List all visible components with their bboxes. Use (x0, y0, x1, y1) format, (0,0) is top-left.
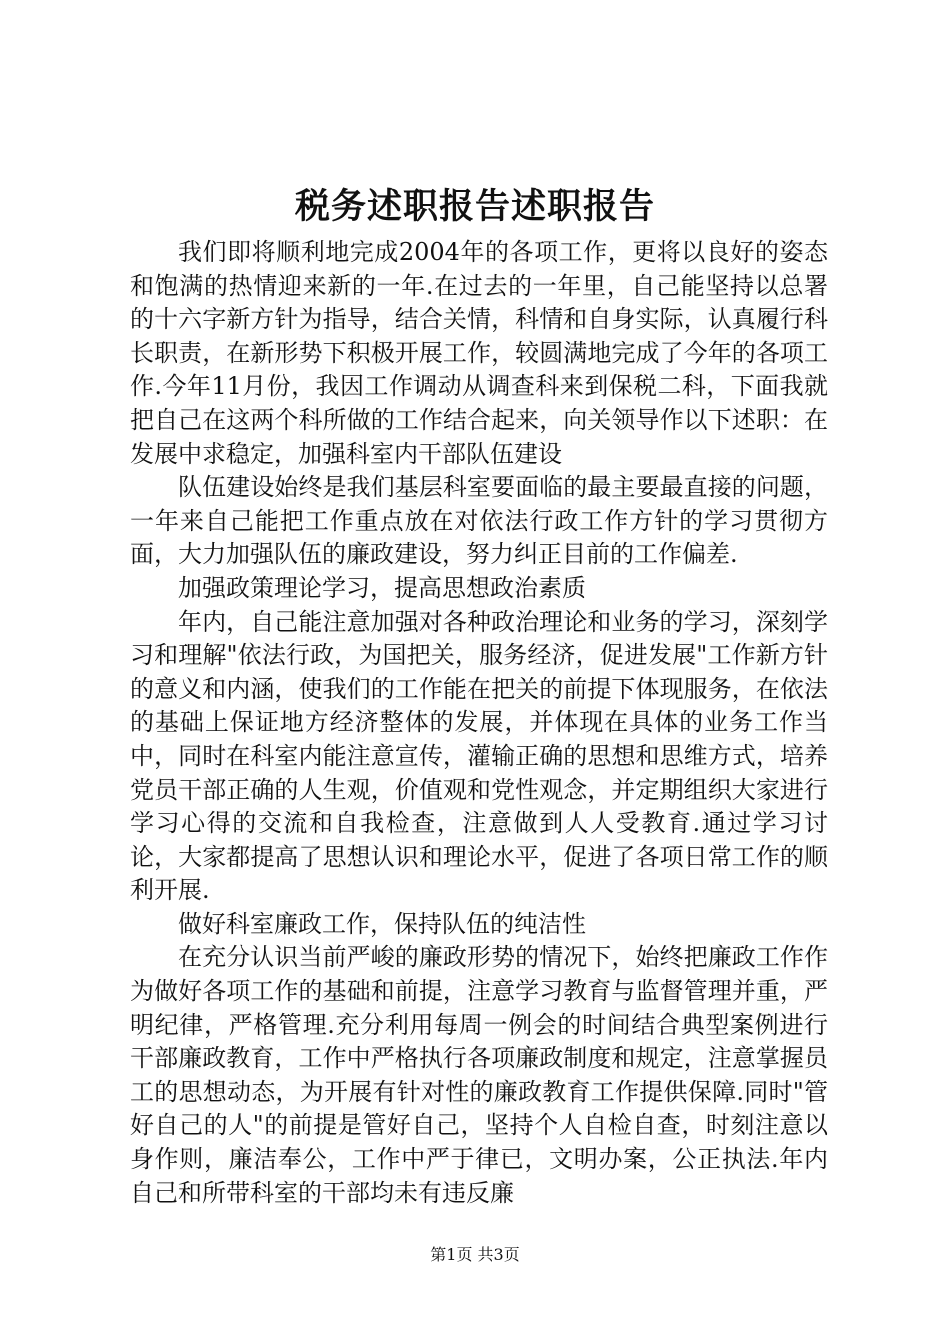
page-footer: 第1页 共3页 (430, 1245, 520, 1264)
page-title: 税务述职报告述职报告 (294, 186, 655, 227)
paragraph-intro: 我们即将顺利地完成2004年的各项工作，更将以良好的姿态和饱满的热情迎来新的一年.在过去的一年里，自己能坚持以总署的十六字新方针为指导，结合关情，科情和自身实际，认真履行科长职责，在新形势下积极开展工作，较圆满地完成了今年的各项工作.今年11月份，我因工作调动从调查科来到保税二科，下面我就把自己在这两个科所做的工作结合起来，向关领导作以下述职：在发展中求稳定，加强科室内干部队伍建设 (130, 238, 828, 468)
heading-integrity-work: 做好科室廉政工作，保持队伍的纯洁性 (178, 909, 586, 938)
paragraph-policy-study: 年内，自己能注意加强对各种政治理论和业务的学习，深刻学习和理解"依法行政，为国把关，服务经济，促进发展"工作新方针的意义和内涵，使我们的工作能在把关的前提下体现服务，在依法的基础上保证地方经济整体的发展，并体现在具体的业务工作当中，同时在科室内能注意宣传，灌输正确的思想和思维方式，培养党员干部正确的人生观，价值观和党性观念，并定期组织大家进行学习心得的交流和自我检查，注意做到人人受教育.通过学习讨论，大家都提高了思想认识和理论水平，促进了各项日常工作的顺利开展. (130, 607, 828, 905)
heading-policy-study: 加强政策理论学习，提高思想政治素质 (178, 573, 586, 602)
document-body (130, 236, 828, 1210)
paragraph-team-building: 队伍建设始终是我们基层科室要面临的最主要最直接的问题，一年来自己能把工作重点放在对依法行政工作方针的学习贯彻方面，大力加强队伍的廉政建设，努力纠正目前的工作偏差. (130, 473, 828, 569)
paragraph-integrity-work: 在充分认识当前严峻的廉政形势的情况下，始终把廉政工作作为做好各项工作的基础和前提，注意学习教育与监督管理并重，严明纪律，严格管理.充分利用每周一例会的时间结合典型案例进行干部廉政教育，工作中严格执行各项廉政制度和规定，注意掌握员工的思想动态，为开展有针对性的廉政教育工作提供保障.同时"管好自己的人"的前提是管好自己，坚持个人自检自查，时刻注意以身作则，廉洁奉公，工作中严于律已，文明办案，公正执法.年内自己和所带科室的干部均未有违反廉 (130, 943, 828, 1207)
